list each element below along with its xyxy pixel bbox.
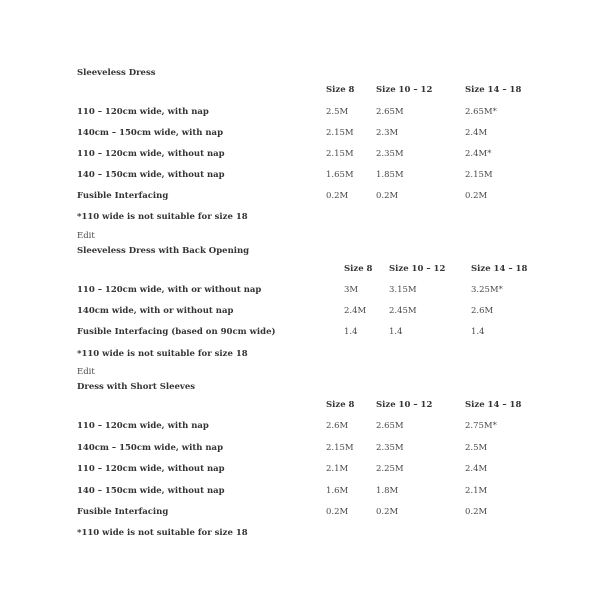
column-header-size-8: Size 8: [326, 400, 355, 410]
column-header-size-14-18: Size 14 – 18: [465, 85, 522, 95]
column-header-size-10-12: Size 10 – 12: [376, 400, 433, 410]
footnote: *110 wide is not suitable for size 18: [77, 212, 248, 222]
value-size-10-12: 2.65M: [376, 107, 404, 117]
column-header-size-10-12: Size 10 – 12: [389, 264, 446, 274]
value-size-10-12: 2.35M: [376, 149, 404, 159]
row-label: Fusible Interfacing (based on 90cm wide): [77, 327, 276, 337]
row-label: 140 – 150cm wide, without nap: [77, 486, 225, 496]
value-size-10-12: 2.35M: [376, 443, 404, 453]
row-label: 140 – 150cm wide, without nap: [77, 170, 225, 180]
row-label: 110 – 120cm wide, with nap: [77, 107, 209, 117]
value-size-8: 2.5M: [326, 107, 349, 117]
footnote: *110 wide is not suitable for size 18: [77, 349, 248, 359]
value-size-8: 2.15M: [326, 128, 354, 138]
edit-link[interactable]: Edit: [77, 231, 95, 241]
value-size-14-18: 2.4M: [465, 128, 488, 138]
value-size-14-18: 1.4: [471, 327, 485, 337]
row-label: 110 – 120cm wide, without nap: [77, 149, 225, 159]
value-size-10-12: 2.45M: [389, 306, 417, 316]
value-size-14-18: 0.2M: [465, 191, 488, 201]
value-size-10-12: 2.3M: [376, 128, 399, 138]
value-size-8: 1.65M: [326, 170, 354, 180]
column-header-size-10-12: Size 10 – 12: [376, 85, 433, 95]
value-size-8: 2.4M: [344, 306, 367, 316]
value-size-8: 2.1M: [326, 464, 349, 474]
value-size-14-18: 2.1M: [465, 486, 488, 496]
footnote: *110 wide is not suitable for size 18: [77, 528, 248, 538]
value-size-10-12: 0.2M: [376, 191, 399, 201]
row-label: 110 – 120cm wide, with or without nap: [77, 285, 262, 295]
value-size-14-18: 3.25M*: [471, 285, 503, 295]
value-size-10-12: 3.15M: [389, 285, 417, 295]
row-label: Fusible Interfacing: [77, 507, 169, 517]
value-size-8: 2.15M: [326, 149, 354, 159]
column-header-size-8: Size 8: [326, 85, 355, 95]
row-label: Fusible Interfacing: [77, 191, 169, 201]
row-label: 140cm – 150cm wide, with nap: [77, 128, 224, 138]
value-size-14-18: 2.5M: [465, 443, 488, 453]
section-title: Dress with Short Sleeves: [77, 382, 196, 392]
value-size-14-18: 2.6M: [471, 306, 494, 316]
column-header-size-14-18: Size 14 – 18: [465, 400, 522, 410]
value-size-14-18: 2.4M*: [465, 149, 492, 159]
value-size-8: 1.4: [344, 327, 358, 337]
row-label: 110 – 120cm wide, without nap: [77, 464, 225, 474]
value-size-14-18: 2.15M: [465, 170, 493, 180]
value-size-8: 0.2M: [326, 191, 349, 201]
value-size-10-12: 1.4: [389, 327, 403, 337]
edit-link[interactable]: Edit: [77, 367, 95, 377]
value-size-10-12: 0.2M: [376, 507, 399, 517]
value-size-8: 0.2M: [326, 507, 349, 517]
value-size-10-12: 2.25M: [376, 464, 404, 474]
row-label: 140cm wide, with or without nap: [77, 306, 234, 316]
value-size-14-18: 2.4M: [465, 464, 488, 474]
value-size-8: 3M: [344, 285, 359, 295]
value-size-14-18: 0.2M: [465, 507, 488, 517]
section-title: Sleeveless Dress with Back Opening: [77, 246, 250, 256]
value-size-8: 2.15M: [326, 443, 354, 453]
value-size-10-12: 2.65M: [376, 421, 404, 431]
column-header-size-8: Size 8: [344, 264, 373, 274]
row-label: 140cm – 150cm wide, with nap: [77, 443, 224, 453]
value-size-10-12: 1.8M: [376, 486, 399, 496]
value-size-8: 1.6M: [326, 486, 349, 496]
row-label: 110 – 120cm wide, with nap: [77, 421, 209, 431]
value-size-14-18: 2.75M*: [465, 421, 497, 431]
section-title: Sleeveless Dress: [77, 68, 156, 78]
value-size-14-18: 2.65M*: [465, 107, 497, 117]
value-size-10-12: 1.85M: [376, 170, 404, 180]
column-header-size-14-18: Size 14 – 18: [471, 264, 528, 274]
value-size-8: 2.6M: [326, 421, 349, 431]
